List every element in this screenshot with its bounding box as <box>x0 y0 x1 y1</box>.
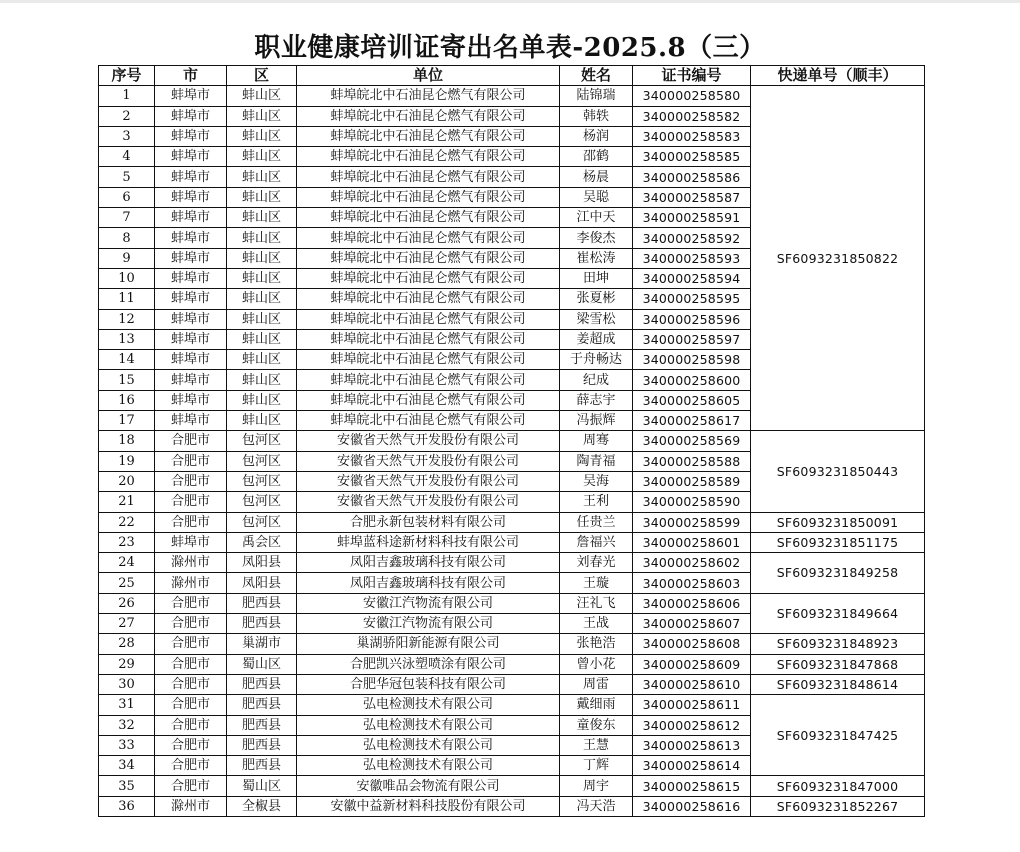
certificate-number-cell: 340000258613 <box>633 735 751 755</box>
tracking-number-cell: SF6093231850091 <box>751 512 925 532</box>
certificate-number-cell: 340000258588 <box>633 451 751 471</box>
serial-number-cell: 36 <box>99 796 155 816</box>
tracking-number-cell: SF6093231851175 <box>751 532 925 552</box>
certificate-number-cell: 340000258591 <box>633 208 751 228</box>
certificate-number-cell: 340000258605 <box>633 390 751 410</box>
document-title: 职业健康培训证寄出名单表-2025.8（三） <box>254 33 766 63</box>
district-cell: 蚌山区 <box>227 329 297 349</box>
header-district: 区 <box>227 66 297 86</box>
district-cell: 蚌山区 <box>227 86 297 106</box>
city-cell: 蚌埠市 <box>155 147 227 167</box>
unit-cell: 蚌埠皖北中石油昆仑燃气有限公司 <box>297 126 560 146</box>
person-name-cell: 王璇 <box>560 573 633 593</box>
certificate-number-cell: 340000258614 <box>633 756 751 776</box>
unit-cell: 蚌埠蓝科途新材料科技有限公司 <box>297 532 560 552</box>
person-name-cell: 张夏彬 <box>560 289 633 309</box>
person-name-cell: 戴细雨 <box>560 695 633 715</box>
serial-number-cell: 6 <box>99 187 155 207</box>
serial-number-cell: 29 <box>99 654 155 674</box>
district-cell: 蚌山区 <box>227 187 297 207</box>
tracking-number-cell: SF6093231847000 <box>751 776 925 796</box>
serial-number-cell: 17 <box>99 411 155 431</box>
table-body <box>99 86 925 817</box>
certificate-mailing-table <box>98 65 925 817</box>
certificate-number-cell: 340000258608 <box>633 634 751 654</box>
unit-cell: 蚌埠皖北中石油昆仑燃气有限公司 <box>297 187 560 207</box>
person-name-cell: 崔松涛 <box>560 248 633 268</box>
unit-cell: 蚌埠皖北中石油昆仑燃气有限公司 <box>297 248 560 268</box>
unit-cell: 蚌埠皖北中石油昆仑燃气有限公司 <box>297 147 560 167</box>
district-cell: 蚌山区 <box>227 309 297 329</box>
serial-number-cell: 3 <box>99 126 155 146</box>
serial-number-cell: 22 <box>99 512 155 532</box>
district-cell: 包河区 <box>227 471 297 491</box>
serial-number-cell: 14 <box>99 350 155 370</box>
header-tracking-number: 快递单号（顺丰） <box>751 66 925 86</box>
certificate-number-cell: 340000258600 <box>633 370 751 390</box>
unit-cell: 弘电检测技术有限公司 <box>297 695 560 715</box>
certificate-number-cell: 340000258610 <box>633 674 751 694</box>
city-cell: 蚌埠市 <box>155 228 227 248</box>
city-cell: 蚌埠市 <box>155 289 227 309</box>
person-name-cell: 冯天浩 <box>560 796 633 816</box>
certificate-number-cell: 340000258587 <box>633 187 751 207</box>
unit-cell: 合肥华冠包装科技有限公司 <box>297 674 560 694</box>
serial-number-cell: 9 <box>99 248 155 268</box>
unit-cell: 凤阳吉鑫玻璃科技有限公司 <box>297 553 560 573</box>
serial-number-cell: 20 <box>99 471 155 491</box>
unit-cell: 蚌埠皖北中石油昆仑燃气有限公司 <box>297 208 560 228</box>
city-cell: 合肥市 <box>155 715 227 735</box>
district-cell: 肥西县 <box>227 593 297 613</box>
unit-cell: 蚌埠皖北中石油昆仑燃气有限公司 <box>297 390 560 410</box>
certificate-number-cell: 340000258603 <box>633 573 751 593</box>
district-cell: 包河区 <box>227 451 297 471</box>
unit-cell: 蚌埠皖北中石油昆仑燃气有限公司 <box>297 289 560 309</box>
certificate-number-cell: 340000258594 <box>633 268 751 288</box>
certificate-number-cell: 340000258590 <box>633 492 751 512</box>
district-cell: 蚌山区 <box>227 268 297 288</box>
header-row <box>99 66 925 86</box>
header-unit: 单位 <box>297 66 560 86</box>
district-cell: 蚌山区 <box>227 167 297 187</box>
table-row <box>99 695 925 715</box>
serial-number-cell: 32 <box>99 715 155 735</box>
unit-cell: 弘电检测技术有限公司 <box>297 756 560 776</box>
city-cell: 蚌埠市 <box>155 370 227 390</box>
tracking-number-cell: SF6093231848923 <box>751 634 925 654</box>
person-name-cell: 曾小花 <box>560 654 633 674</box>
unit-cell: 安徽省天然气开发股份有限公司 <box>297 431 560 451</box>
serial-number-cell: 13 <box>99 329 155 349</box>
table-row <box>99 532 925 552</box>
person-name-cell: 吴聪 <box>560 187 633 207</box>
table-row <box>99 776 925 796</box>
header-name: 姓名 <box>560 66 633 86</box>
unit-cell: 蚌埠皖北中石油昆仑燃气有限公司 <box>297 228 560 248</box>
district-cell: 巢湖市 <box>227 634 297 654</box>
certificate-number-cell: 340000258616 <box>633 796 751 816</box>
certificate-number-cell: 340000258615 <box>633 776 751 796</box>
table-header <box>99 66 925 86</box>
person-name-cell: 韩轶 <box>560 106 633 126</box>
unit-cell: 蚌埠皖北中石油昆仑燃气有限公司 <box>297 86 560 106</box>
unit-cell: 蚌埠皖北中石油昆仑燃气有限公司 <box>297 167 560 187</box>
serial-number-cell: 25 <box>99 573 155 593</box>
person-name-cell: 王慧 <box>560 735 633 755</box>
district-cell: 肥西县 <box>227 715 297 735</box>
city-cell: 蚌埠市 <box>155 329 227 349</box>
serial-number-cell: 24 <box>99 553 155 573</box>
city-cell: 滁州市 <box>155 573 227 593</box>
person-name-cell: 王利 <box>560 492 633 512</box>
certificate-number-cell: 340000258617 <box>633 411 751 431</box>
serial-number-cell: 18 <box>99 431 155 451</box>
district-cell: 凤阳县 <box>227 573 297 593</box>
serial-number-cell: 10 <box>99 268 155 288</box>
district-cell: 包河区 <box>227 492 297 512</box>
district-cell: 全椒县 <box>227 796 297 816</box>
serial-number-cell: 15 <box>99 370 155 390</box>
serial-number-cell: 35 <box>99 776 155 796</box>
certificate-number-cell: 340000258596 <box>633 309 751 329</box>
serial-number-cell: 31 <box>99 695 155 715</box>
district-cell: 蚌山区 <box>227 106 297 126</box>
certificate-number-cell: 340000258598 <box>633 350 751 370</box>
unit-cell: 弘电检测技术有限公司 <box>297 735 560 755</box>
certificate-number-cell: 340000258589 <box>633 471 751 491</box>
city-cell: 合肥市 <box>155 756 227 776</box>
district-cell: 包河区 <box>227 512 297 532</box>
table-row <box>99 796 925 816</box>
table-row <box>99 634 925 654</box>
certificate-number-cell: 340000258585 <box>633 147 751 167</box>
certificate-number-cell: 340000258602 <box>633 553 751 573</box>
unit-cell: 安徽省天然气开发股份有限公司 <box>297 451 560 471</box>
table-row <box>99 674 925 694</box>
district-cell: 凤阳县 <box>227 553 297 573</box>
serial-number-cell: 4 <box>99 147 155 167</box>
district-cell: 蚌山区 <box>227 289 297 309</box>
city-cell: 蚌埠市 <box>155 208 227 228</box>
unit-cell: 蚌埠皖北中石油昆仑燃气有限公司 <box>297 350 560 370</box>
city-cell: 蚌埠市 <box>155 86 227 106</box>
certificate-number-cell: 340000258583 <box>633 126 751 146</box>
unit-cell: 安徽唯品会物流有限公司 <box>297 776 560 796</box>
certificate-number-cell: 340000258582 <box>633 106 751 126</box>
person-name-cell: 周骞 <box>560 431 633 451</box>
certificate-number-cell: 340000258569 <box>633 431 751 451</box>
serial-number-cell: 21 <box>99 492 155 512</box>
table-row <box>99 654 925 674</box>
table-row <box>99 593 925 613</box>
district-cell: 肥西县 <box>227 614 297 634</box>
tracking-number-cell: SF6093231847868 <box>751 654 925 674</box>
unit-cell: 蚌埠皖北中石油昆仑燃气有限公司 <box>297 309 560 329</box>
tracking-number-cell: SF6093231849258 <box>751 553 925 594</box>
person-name-cell: 邵鹤 <box>560 147 633 167</box>
city-cell: 合肥市 <box>155 512 227 532</box>
person-name-cell: 周宇 <box>560 776 633 796</box>
person-name-cell: 纪成 <box>560 370 633 390</box>
serial-number-cell: 23 <box>99 532 155 552</box>
city-cell: 蚌埠市 <box>155 167 227 187</box>
district-cell: 蚌山区 <box>227 370 297 390</box>
city-cell: 合肥市 <box>155 634 227 654</box>
unit-cell: 蚌埠皖北中石油昆仑燃气有限公司 <box>297 370 560 390</box>
unit-cell: 安徽省天然气开发股份有限公司 <box>297 471 560 491</box>
certificate-number-cell: 340000258580 <box>633 86 751 106</box>
city-cell: 蚌埠市 <box>155 411 227 431</box>
table-row <box>99 431 925 451</box>
person-name-cell: 梁雪松 <box>560 309 633 329</box>
person-name-cell: 李俊杰 <box>560 228 633 248</box>
city-cell: 蚌埠市 <box>155 268 227 288</box>
district-cell: 蚌山区 <box>227 147 297 167</box>
unit-cell: 凤阳吉鑫玻璃科技有限公司 <box>297 573 560 593</box>
serial-number-cell: 26 <box>99 593 155 613</box>
unit-cell: 巢湖骄阳新能源有限公司 <box>297 634 560 654</box>
district-cell: 蚌山区 <box>227 248 297 268</box>
person-name-cell: 姜超成 <box>560 329 633 349</box>
serial-number-cell: 16 <box>99 390 155 410</box>
table-row <box>99 512 925 532</box>
unit-cell: 安徽江汽物流有限公司 <box>297 614 560 634</box>
person-name-cell: 田坤 <box>560 268 633 288</box>
city-cell: 蚌埠市 <box>155 106 227 126</box>
certificate-number-cell: 340000258607 <box>633 614 751 634</box>
district-cell: 肥西县 <box>227 695 297 715</box>
district-cell: 蚌山区 <box>227 350 297 370</box>
city-cell: 合肥市 <box>155 674 227 694</box>
top-border-line <box>0 0 1020 3</box>
certificate-number-cell: 340000258601 <box>633 532 751 552</box>
certificate-number-cell: 340000258592 <box>633 228 751 248</box>
district-cell: 包河区 <box>227 431 297 451</box>
person-name-cell: 王战 <box>560 614 633 634</box>
person-name-cell: 陆锦瑞 <box>560 86 633 106</box>
unit-cell: 合肥永新包装材料有限公司 <box>297 512 560 532</box>
certificate-number-cell: 340000258612 <box>633 715 751 735</box>
district-cell: 禹会区 <box>227 532 297 552</box>
city-cell: 合肥市 <box>155 471 227 491</box>
certificate-number-cell: 340000258593 <box>633 248 751 268</box>
certificate-number-cell: 340000258586 <box>633 167 751 187</box>
district-cell: 蚌山区 <box>227 411 297 431</box>
serial-number-cell: 11 <box>99 289 155 309</box>
district-cell: 肥西县 <box>227 735 297 755</box>
person-name-cell: 张艳浩 <box>560 634 633 654</box>
serial-number-cell: 34 <box>99 756 155 776</box>
unit-cell: 安徽省天然气开发股份有限公司 <box>297 492 560 512</box>
header-city: 市 <box>155 66 227 86</box>
person-name-cell: 陶青福 <box>560 451 633 471</box>
city-cell: 合肥市 <box>155 451 227 471</box>
person-name-cell: 任贵兰 <box>560 512 633 532</box>
city-cell: 合肥市 <box>155 695 227 715</box>
district-cell: 蜀山区 <box>227 776 297 796</box>
tracking-number-cell: SF6093231849664 <box>751 593 925 634</box>
city-cell: 蚌埠市 <box>155 187 227 207</box>
district-cell: 蜀山区 <box>227 654 297 674</box>
city-cell: 蚌埠市 <box>155 126 227 146</box>
serial-number-cell: 19 <box>99 451 155 471</box>
certificate-number-cell: 340000258599 <box>633 512 751 532</box>
tracking-number-cell: SF6093231850822 <box>751 86 925 431</box>
unit-cell: 蚌埠皖北中石油昆仑燃气有限公司 <box>297 268 560 288</box>
district-cell: 蚌山区 <box>227 126 297 146</box>
city-cell: 蚌埠市 <box>155 309 227 329</box>
person-name-cell: 薛志宇 <box>560 390 633 410</box>
table-row <box>99 553 925 573</box>
certificate-number-cell: 340000258597 <box>633 329 751 349</box>
person-name-cell: 杨晨 <box>560 167 633 187</box>
city-cell: 滁州市 <box>155 796 227 816</box>
city-cell: 蚌埠市 <box>155 350 227 370</box>
person-name-cell: 于舟畅达 <box>560 350 633 370</box>
unit-cell: 安徽江汽物流有限公司 <box>297 593 560 613</box>
city-cell: 合肥市 <box>155 654 227 674</box>
person-name-cell: 周雷 <box>560 674 633 694</box>
header-serial-number: 序号 <box>99 66 155 86</box>
serial-number-cell: 12 <box>99 309 155 329</box>
certificate-number-cell: 340000258595 <box>633 289 751 309</box>
certificate-number-cell: 340000258611 <box>633 695 751 715</box>
city-cell: 滁州市 <box>155 553 227 573</box>
person-name-cell: 刘春光 <box>560 553 633 573</box>
tracking-number-cell: SF6093231847425 <box>751 695 925 776</box>
city-cell: 合肥市 <box>155 593 227 613</box>
unit-cell: 弘电检测技术有限公司 <box>297 715 560 735</box>
city-cell: 蚌埠市 <box>155 532 227 552</box>
tracking-number-cell: SF6093231850443 <box>751 431 925 512</box>
person-name-cell: 童俊东 <box>560 715 633 735</box>
person-name-cell: 汪礼飞 <box>560 593 633 613</box>
certificate-number-cell: 340000258606 <box>633 593 751 613</box>
city-cell: 蚌埠市 <box>155 248 227 268</box>
city-cell: 合肥市 <box>155 614 227 634</box>
person-name-cell: 江中天 <box>560 208 633 228</box>
unit-cell: 安徽中益新材料科技股份有限公司 <box>297 796 560 816</box>
person-name-cell: 詹福兴 <box>560 532 633 552</box>
city-cell: 合肥市 <box>155 776 227 796</box>
tracking-number-cell: SF6093231852267 <box>751 796 925 816</box>
unit-cell: 蚌埠皖北中石油昆仑燃气有限公司 <box>297 106 560 126</box>
unit-cell: 合肥凯兴泳塑喷涂有限公司 <box>297 654 560 674</box>
district-cell: 肥西县 <box>227 756 297 776</box>
header-certificate-number: 证书编号 <box>633 66 751 86</box>
unit-cell: 蚌埠皖北中石油昆仑燃气有限公司 <box>297 329 560 349</box>
person-name-cell: 丁辉 <box>560 756 633 776</box>
person-name-cell: 吴海 <box>560 471 633 491</box>
district-cell: 蚌山区 <box>227 390 297 410</box>
serial-number-cell: 5 <box>99 167 155 187</box>
city-cell: 合肥市 <box>155 735 227 755</box>
serial-number-cell: 28 <box>99 634 155 654</box>
serial-number-cell: 2 <box>99 106 155 126</box>
district-cell: 蚌山区 <box>227 228 297 248</box>
city-cell: 合肥市 <box>155 431 227 451</box>
serial-number-cell: 27 <box>99 614 155 634</box>
table-row <box>99 86 925 106</box>
serial-number-cell: 1 <box>99 86 155 106</box>
serial-number-cell: 8 <box>99 228 155 248</box>
person-name-cell: 冯振辉 <box>560 411 633 431</box>
city-cell: 蚌埠市 <box>155 390 227 410</box>
tracking-number-cell: SF6093231848614 <box>751 674 925 694</box>
district-cell: 肥西县 <box>227 674 297 694</box>
serial-number-cell: 33 <box>99 735 155 755</box>
serial-number-cell: 7 <box>99 208 155 228</box>
certificate-number-cell: 340000258609 <box>633 654 751 674</box>
person-name-cell: 杨润 <box>560 126 633 146</box>
district-cell: 蚌山区 <box>227 208 297 228</box>
unit-cell: 蚌埠皖北中石油昆仑燃气有限公司 <box>297 411 560 431</box>
serial-number-cell: 30 <box>99 674 155 694</box>
city-cell: 合肥市 <box>155 492 227 512</box>
